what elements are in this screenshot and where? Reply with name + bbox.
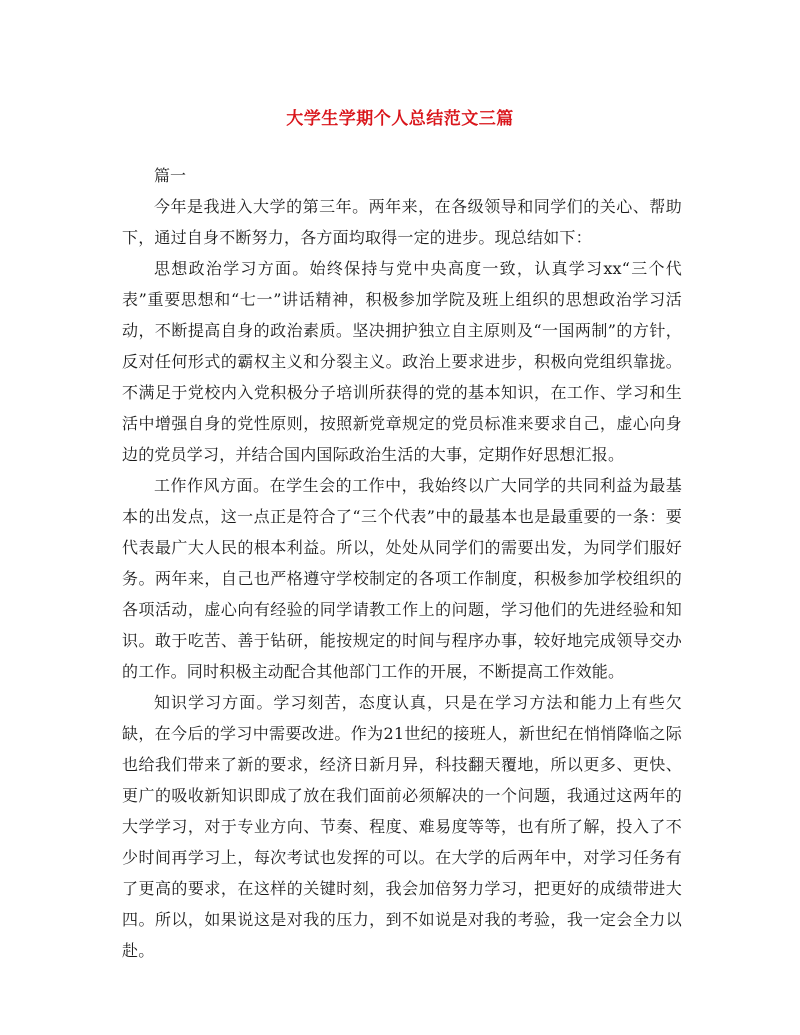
paragraph-knowledge-study: 知识学习方面。学习刻苦，态度认真，只是在学习方法和能力上有些欠缺，在今后的学习中需要改进。作为21世纪的接班人，新世纪在悄悄降临之际也给我们带来了新的要求，经济日新月异，科技翻天覆地，所以更多、更快、更广的吸收新知识即成了放在我们面前必须解决的一个问题，我通过这两年的大学学习，对于专业方向、节奏、程度、难易度等等，也有所了解，投入了不少时间再学习上，每次考试也发挥的可以。在大学的后两年中，对学习任务有了更高的要求，在这样的关键时刻，我会加倍努力学习，把更好的成绩带进大四。所以，如果说这是对我的压力，到不如说是对我的考验，我一定会全力以赴。 xyxy=(122,693,682,960)
paragraph-political-study: 思想政治学习方面。始终保持与党中央高度一致，认真学习xx“三个代表”重要思想和“七一”讲话精神，积极参加学院及班上组织的思想政治学习活动，不断提高自身的政治素质。坚决拥护独立自主原则及“一国两制”的方针，反对任何形式的霸权主义和分裂主义。政治上要求进步，积极向党组织靠拢。不满足于党校内入党积极分子培训所获得的党的基本知识，在工作、学习和生活中增强自身的党性原则，按照新党章规定的党员标准来要求自己，虚心向身边的党员学习，并结合国内国际政治生活的大事，定期作好思想汇报。 xyxy=(122,259,682,464)
paragraph-intro: 今年是我进入大学的第三年。两年来，在各级领导和同学们的关心、帮助下，通过自身不断努力，各方面均取得一定的进步。现总结如下： xyxy=(122,197,682,247)
document-body xyxy=(122,160,682,966)
paragraph-work-style: 工作作风方面。在学生会的工作中，我始终以广大同学的共同利益为最基本的出发点，这一点正是符合了“三个代表”中的最基本也是最重要的一条：要代表最广大人民的根本利益。所以，处处从同学们的需要出发，为同学们服好务。两年来，自己也严格遵守学校制定的各项工作制度，积极参加学校组织的各项活动，虚心向有经验的同学请教工作上的问题，学习他们的先进经验和知识。敢于吃苦、善于钻研，能按规定的时间与程序办事，较好地完成领导交办的工作。同时积极主动配合其他部门工作的开展，不断提高工作效能。 xyxy=(122,476,682,681)
document-title: 大学生学期个人总结范文三篇 xyxy=(286,109,514,129)
section-label: 篇一 xyxy=(154,166,187,185)
